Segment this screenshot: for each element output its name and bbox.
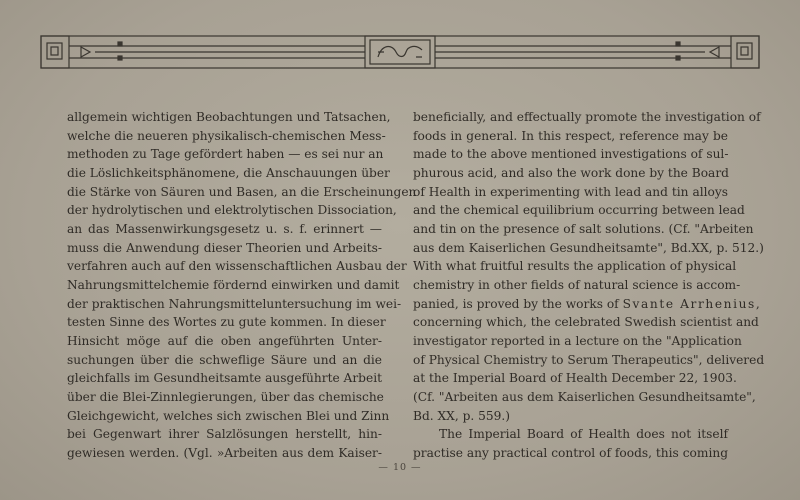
text-line: of Physical Chemistry to Serum Therapeutics", delivered	[413, 352, 765, 367]
text-line: der praktischen Nahrungsmitteluntersuchung im wei-	[67, 296, 402, 311]
text-line: testen Sinne des Wortes zu gute kommen. In dieser	[67, 315, 386, 330]
text-line: Gleichgewicht, welches sich zwischen Blei und Zinn	[67, 408, 390, 423]
scientist-name: Svante Arrhenius,	[622, 296, 762, 311]
text-line: verfahren auch auf den wissenschaftlichen Ausbau der	[67, 259, 407, 274]
paragraph-2	[413, 425, 728, 462]
text-line: die Stärke von Säuren und Basen, an die Erscheinungen	[67, 184, 417, 199]
text-line: suchungen über die schweflige Säure und an die	[67, 352, 382, 367]
right-arrow-icon	[710, 47, 719, 57]
text-line: chemistry in other fields of natural science is accom-	[413, 277, 741, 292]
text-line: Nahrungsmittelchemie fördernd einwirken und damit	[67, 277, 400, 292]
text-line: (Cf. "Arbeiten aus dem Kaiserlichen Gesundheitsamte",	[413, 389, 756, 404]
text-line: foods in general. In this respect, reference may be	[413, 128, 728, 143]
text-line: investigator reported in a lecture on the "Application	[413, 333, 742, 348]
text-line: gleichfalls im Gesundheitsamte ausgeführte Arbeit	[67, 371, 382, 386]
text-line: allgemein wichtigen Beobachtungen und Tatsachen,	[67, 110, 391, 124]
paragraph-1	[413, 108, 765, 425]
text-line: Bd. XX, p. 559.)	[413, 408, 511, 423]
text-line: at the Imperial Board of Health December 22, 1903.	[413, 371, 737, 386]
center-swirl-icon	[378, 46, 422, 57]
right-square-icon	[737, 43, 752, 59]
text-line-with-name	[413, 295, 762, 314]
text-line: The Imperial Board of Health does not itself	[439, 427, 728, 442]
text-line: practise any practical control of foods, this coming	[413, 445, 728, 460]
text-line: concerning which, the celebrated Swedish scientist and	[413, 315, 759, 330]
text-line: gewiesen werden. (Vgl. »Arbeiten aus dem Kaiser-	[67, 445, 382, 460]
name-line-prefix: panied, is proved by the works of	[413, 296, 623, 311]
left-corner-box	[41, 36, 69, 68]
text-line: muss die Anwendung dieser Theorien und Arbeits-	[67, 240, 382, 255]
left-column-german	[67, 108, 417, 462]
page-number: — 10 —	[378, 462, 422, 473]
text-line: welche die neueren physikalisch-chemischen Mess-	[67, 128, 386, 143]
text-line: and the chemical equilibrium occurring between lead	[413, 203, 745, 218]
text-line: of Health in experimenting with lead and tin alloys	[413, 184, 728, 199]
text-line: bei Gegenwart ihrer Salzlösungen herstellt, hin-	[67, 427, 382, 442]
right-corner-box	[731, 36, 759, 68]
text-line: With what fruitful results the application of physical	[413, 259, 737, 274]
text-line: made to the above mentioned investigations of sul-	[413, 147, 729, 162]
text-line: phurous acid, and also the work done by the Board	[413, 165, 729, 180]
left-arrow-icon	[81, 47, 90, 57]
text-line: die Löslichkeitsphänomene, die Anschauungen über	[67, 165, 390, 180]
right-column-english	[413, 108, 765, 462]
text-line: methoden zu Tage gefördert haben — es sei nur an	[67, 147, 384, 162]
text-line: aus dem Kaiserlichen Gesundheitsamte", Bd.XX, p. 512.)	[413, 240, 764, 255]
text-line: der hydrolytischen und elektrolytischen Dissociation,	[67, 203, 397, 218]
text-line: an das Massenwirkungsgesetz u. s. f. erinnert —	[67, 221, 382, 236]
text-line: Hinsicht möge auf die oben angeführten Unter-	[67, 333, 382, 348]
left-square-icon	[47, 43, 62, 59]
text-line: and tin on the presence of salt solutions. (Cf. "Arbeiten	[413, 221, 754, 236]
text-line: über die Blei-Zinnlegierungen, über das chemische	[67, 389, 384, 404]
header-ornament	[0, 0, 800, 80]
center-box	[365, 36, 435, 68]
text-line: beneficially, and effectually promote the investigation of	[413, 110, 761, 124]
